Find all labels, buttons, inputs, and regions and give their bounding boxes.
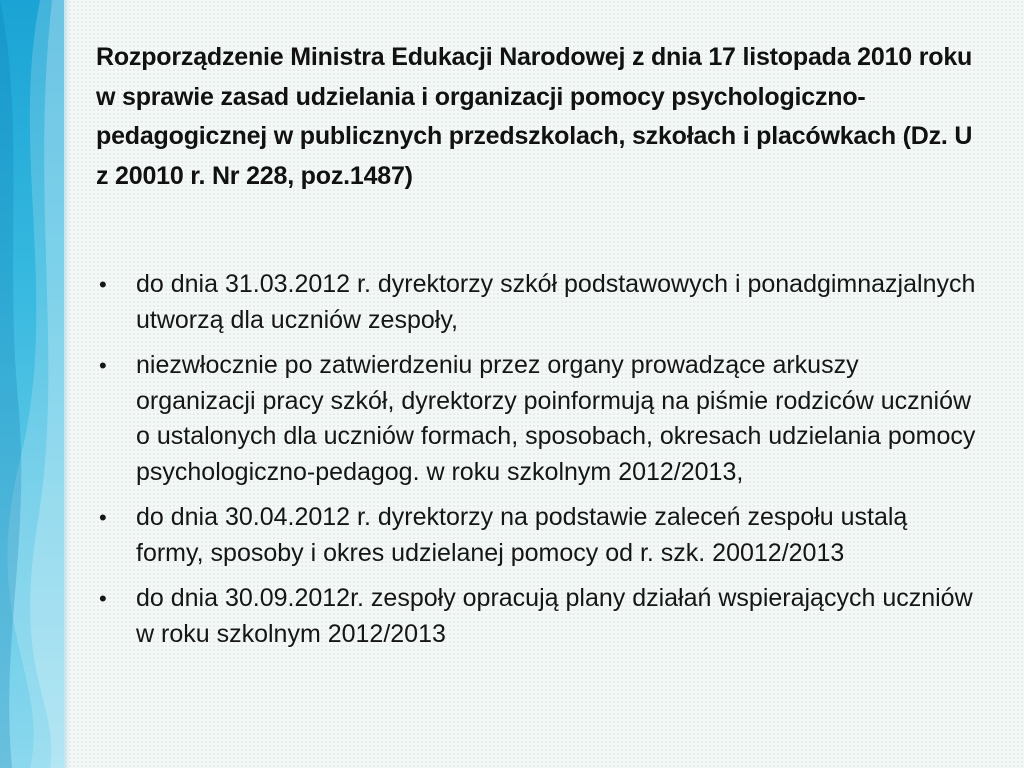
- bullet-text: niezwłocznie po zatwierdzeniu przez organy prowadzące arkuszy organizacji pracy szkół, dyrektorzy poinformują na piśmie rodziców uczniów o ustalonych dla uczniów formach, sposobach, okresach udzielania pomocy psychologiczno-pedagog. w roku szkolnym 2012/2013,: [136, 351, 976, 486]
- bullet-dot-icon: •: [99, 272, 107, 297]
- bullet-text: do dnia 30.04.2012 r. dyrektorzy na podstawie zaleceń zespołu ustalą formy, sposoby i okres udzielanej pomocy od r. szk. 20012/2013: [136, 503, 908, 567]
- side-band-waves: [0, 0, 64, 768]
- bullet-text: do dnia 30.09.2012r. zespoły opracują plany działań wspierających uczniów w roku szkolnym 2012/2013: [136, 584, 973, 648]
- list-item: [96, 581, 981, 652]
- decorative-side-band: [0, 0, 64, 768]
- bullet-dot-icon: •: [99, 505, 107, 530]
- bullet-list: [96, 267, 981, 662]
- bullet-dot-icon: •: [99, 586, 107, 611]
- bullet-dot-icon: •: [99, 353, 107, 378]
- side-band-edge: [64, 0, 70, 768]
- bullet-text: do dnia 31.03.2012 r. dyrektorzy szkół podstawowych i ponadgimnazjalnych utworzą dla uczniów zespoły,: [136, 270, 976, 334]
- list-item: [96, 348, 981, 490]
- list-item: [96, 500, 981, 571]
- list-item: [96, 267, 981, 338]
- slide-title: Rozporządzenie Ministra Edukacji Narodowej z dnia 17 listopada 2010 roku w sprawie zasad udzielania i organizacji pomocy psychologiczno-pedagogicznej w publicznych przedszkolach, szkołach i placówkach (Dz. U z 20010 r. Nr 228, poz.1487): [96, 43, 973, 190]
